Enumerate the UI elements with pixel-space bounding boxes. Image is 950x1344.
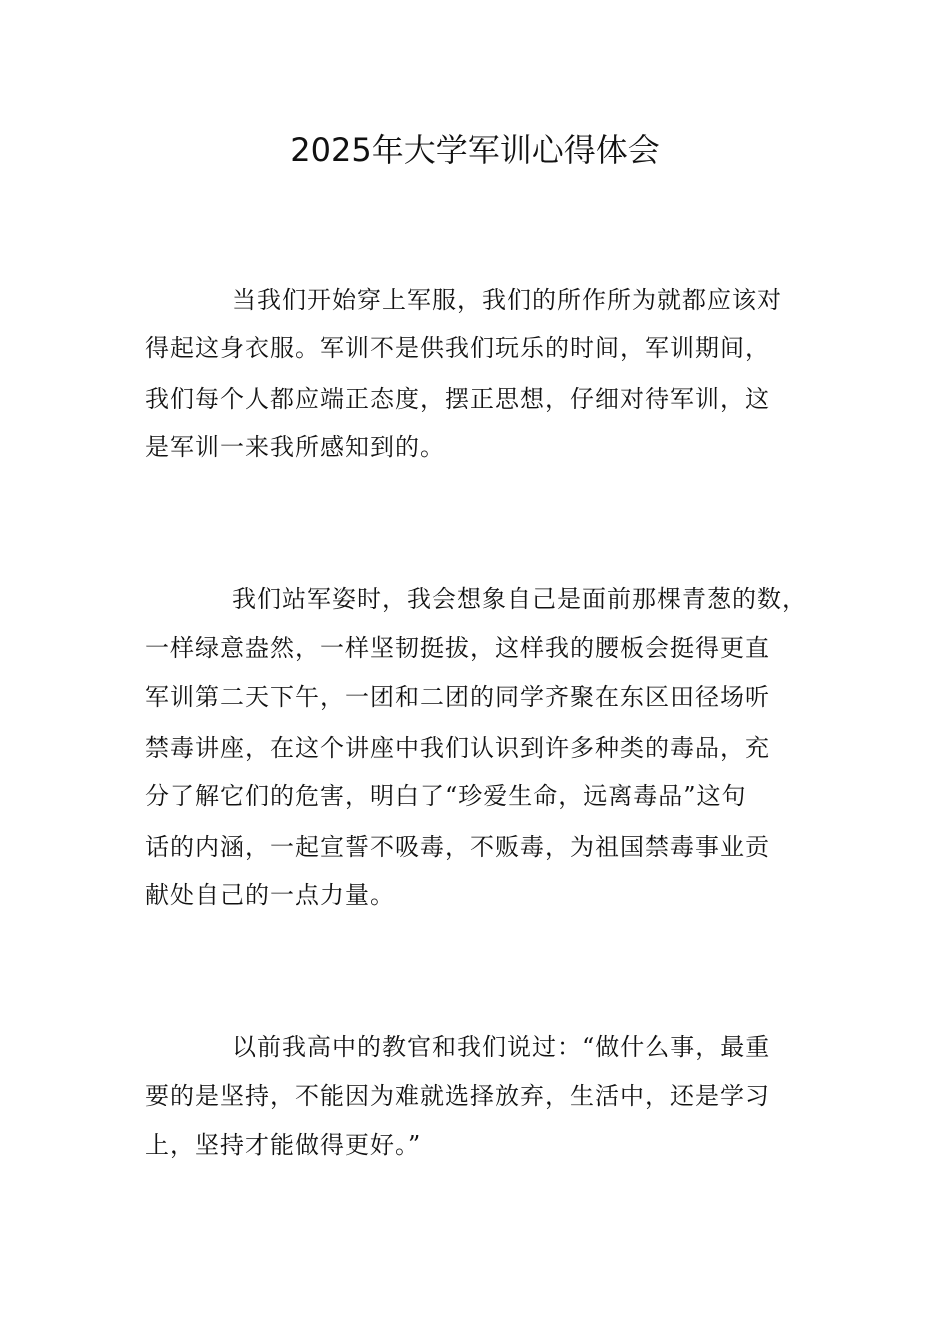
paragraph-line: 军训第二天下午，一团和二团的同学齐聚在东区田径场听 (145, 683, 770, 711)
paragraph-line: 上，坚持才能做得更好。” (145, 1131, 422, 1159)
paragraph-line: 以前我高中的教官和我们说过：“做什么事，最重 (232, 1033, 771, 1061)
paragraph-line: 禁毒讲座，在这个讲座中我们认识到许多种类的毒品，充 (145, 734, 770, 762)
paragraph-line: 献处自己的一点力量。 (145, 881, 395, 909)
paragraph-line: 话的内涵，一起宣誓不吸毒，不贩毒，为祖国禁毒事业贡 (145, 833, 770, 861)
paragraph-line: 要的是坚持，不能因为难就选择放弃，生活中，还是学习 (145, 1082, 770, 1110)
paragraph-line: 我们站军姿时，我会想象自己是面前那棵青葱的数， (232, 585, 807, 613)
paragraph-line: 一样绿意盎然，一样坚韧挺拔，这样我的腰板会挺得更直 (145, 634, 770, 662)
paragraph-line: 是军训一来我所感知到的。 (145, 433, 445, 461)
paragraph-line: 我们每个人都应端正态度，摆正思想，仔细对待军训，这 (145, 385, 770, 413)
document-title: 2025年大学军训心得体会 (290, 131, 660, 169)
paragraph-line: 分了解它们的危害，明白了“珍爱生命，远离毒品”这句 (145, 782, 747, 810)
paragraph-line: 得起这身衣服。军训不是供我们玩乐的时间，军训期间， (145, 334, 770, 362)
paragraph-line: 当我们开始穿上军服，我们的所作所为就都应该对 (232, 286, 782, 314)
